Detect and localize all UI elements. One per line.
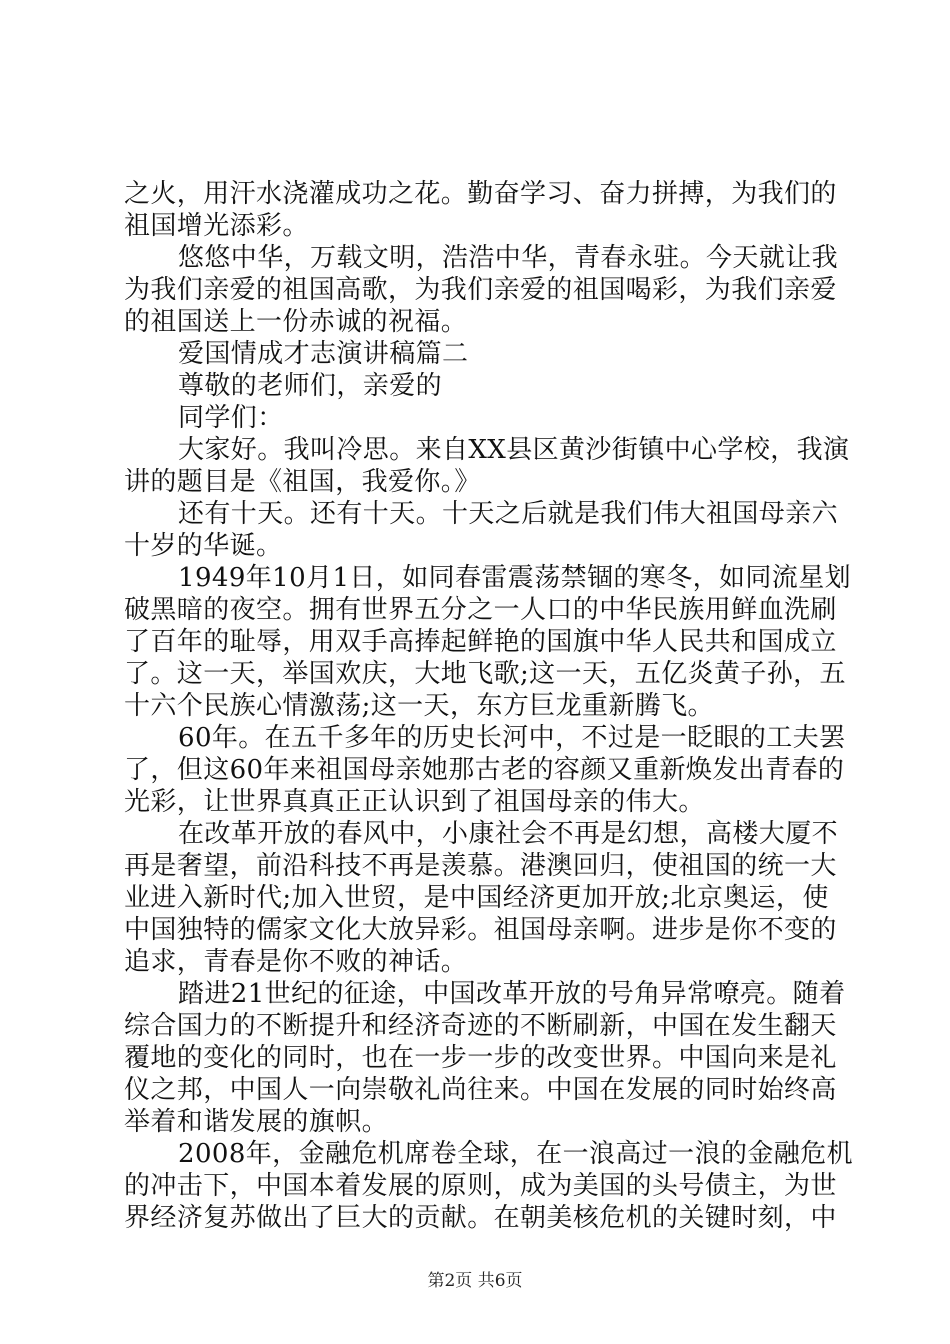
text-line: 的祖国送上一份赤诚的祝福。 [124, 307, 468, 337]
text-line: 覆地的变化的同时，也在一步一步的改变世界。中国向来是礼 [124, 1043, 837, 1073]
text-line: 十岁的华诞。 [124, 531, 283, 561]
page-number: 第2页 共6页 [427, 1271, 523, 1291]
text-line: 2008年，金融危机席卷全球，在一浪高过一浪的金融危机 [178, 1139, 853, 1169]
text-line: 之火，用汗水浇灌成功之花。勤奋学习、奋力拼搏，为我们的 [124, 179, 837, 209]
text-line: 1949年10月1日，如同春雷震荡禁锢的寒冬，如同流星划 [178, 563, 851, 593]
text-line: 为我们亲爱的祖国高歌，为我们亲爱的祖国喝彩，为我们亲爱 [124, 275, 837, 305]
text-line: 还有十天。还有十天。十天之后就是我们伟大祖国母亲六 [178, 499, 839, 529]
text-line: 了，但这60年来祖国母亲她那古老的容颜又重新焕发出青春的 [124, 755, 845, 785]
text-line: 悠悠中华，万载文明，浩浩中华，青春永驻。今天就让我 [178, 243, 839, 273]
text-line: 破黑暗的夜空。拥有世界五分之一人口的中华民族用鲜血洗刷 [124, 595, 837, 625]
text-line: 的冲击下，中国本着发展的原则，成为美国的头号债主，为世 [124, 1171, 837, 1201]
text-line: 讲的题目是《祖国，我爱你。》 [124, 467, 481, 497]
text-line: 中国独特的儒家文化大放异彩。祖国母亲啊。进步是你不变的 [124, 915, 837, 945]
text-line: 大家好。我叫冷思。来自XX县区黄沙街镇中心学校，我演 [178, 435, 850, 465]
text-line: 同学们： [178, 403, 284, 433]
text-line: 了百年的耻辱，用双手高捧起鲜艳的国旗中华人民共和国成立 [124, 627, 837, 657]
text-line: 祖国增光添彩。 [124, 211, 309, 241]
text-line: 业进入新时代;加入世贸，是中国经济更加开放;北京奥运，使 [124, 883, 829, 913]
text-line: 光彩，让世界真真正正认识到了祖国母亲的伟大。 [124, 787, 705, 817]
text-line: 综合国力的不断提升和经济奇迹的不断刷新，中国在发生翻天 [124, 1011, 837, 1041]
text-line: 再是奢望，前沿科技不再是羡慕。港澳回归，使祖国的统一大 [124, 851, 837, 881]
text-line: 举着和谐发展的旗帜。 [124, 1107, 389, 1137]
section-heading: 爱国情成才志演讲稿篇二 [178, 339, 469, 369]
text-line: 界经济复苏做出了巨大的贡献。在朝美核危机的关键时刻，中 [124, 1203, 837, 1233]
text-line: 60年。在五千多年的历史长河中，不过是一眨眼的工夫罢 [178, 723, 846, 753]
text-line: 尊敬的老师们，亲爱的 [178, 371, 443, 401]
text-line: 了。这一天，举国欢庆，大地飞歌;这一天，五亿炎黄子孙，五 [124, 659, 846, 689]
text-line: 踏进21世纪的征途，中国改革开放的号角异常嘹亮。随着 [178, 979, 846, 1009]
text-line: 追求，青春是你不败的神话。 [124, 947, 468, 977]
text-line: 仪之邦，中国人一向崇敬礼尚往来。中国在发展的同时始终高 [124, 1075, 837, 1105]
text-line: 十六个民族心情激荡;这一天，东方巨龙重新腾飞。 [124, 691, 714, 721]
text-line: 在改革开放的春风中，小康社会不再是幻想，高楼大厦不 [178, 819, 839, 849]
